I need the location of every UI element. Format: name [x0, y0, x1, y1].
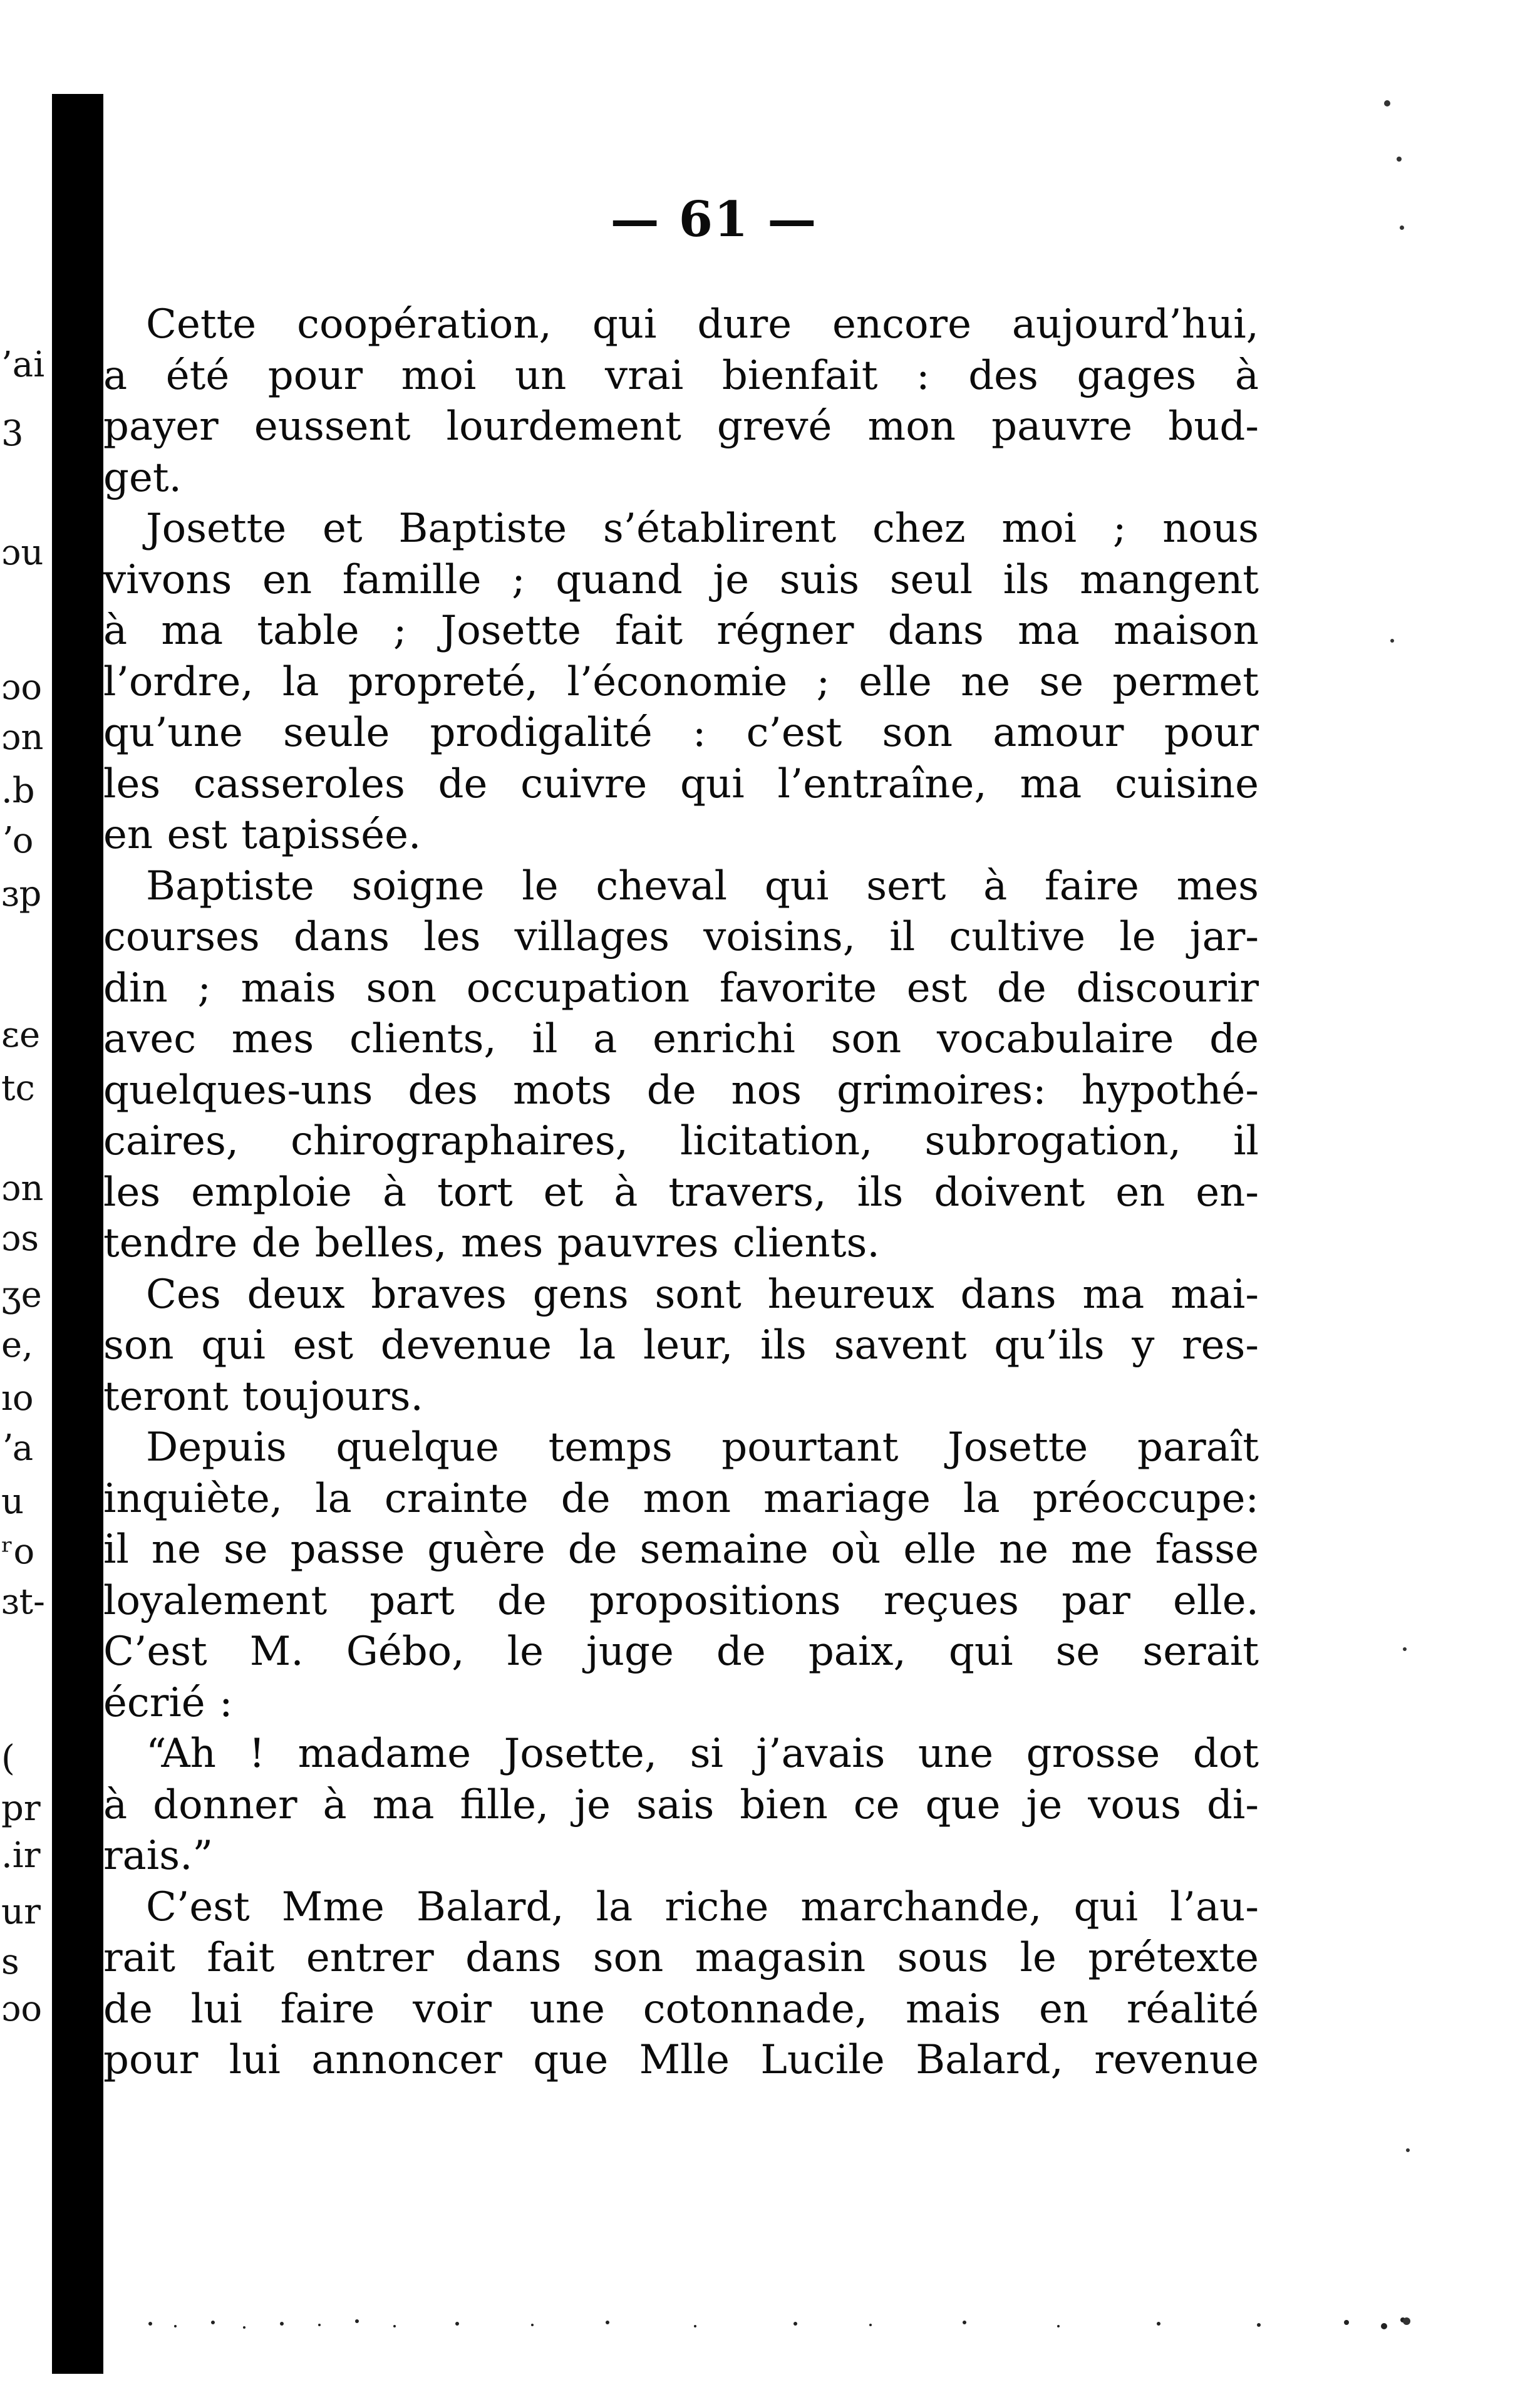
text-line: inquiète, la crainte de mon mariage la préoccupe: — [103, 1475, 1259, 1522]
scan-speck — [1403, 2317, 1410, 2325]
text-line: les casseroles de cuivre qui l’entraîne, ma cuisine — [103, 760, 1259, 807]
text-line: rait fait entrer dans son magasin sous le prétexte — [103, 1935, 1259, 1981]
text-line: vivons en famille ; quand je suis seul ils mangent — [103, 556, 1259, 603]
text-line: “Ah ! madame Josette, si j’avais une grosse dot — [146, 1731, 1259, 1777]
text-line: teront toujours. — [103, 1373, 423, 1420]
bleed-fragment: tc — [1, 1068, 35, 1109]
bleed-fragment: ʒe — [1, 1275, 42, 1315]
text-line: en est tapissée. — [103, 812, 421, 858]
bleed-fragment: ɜt- — [1, 1581, 45, 1622]
text-line: a été pour moi un vrai bienfait : des gages à — [103, 352, 1259, 399]
bleed-fragment: ɔo — [1, 1989, 43, 2029]
bleed-fragment: .ir — [1, 1835, 41, 1876]
text-line: Cette coopération, qui dure encore aujourd’hui, — [146, 301, 1259, 348]
scan-speck — [1403, 1647, 1407, 1651]
bleed-fragment: 3 — [1, 413, 24, 454]
text-line: de lui faire voir une cotonnade, mais en réalité — [103, 1985, 1259, 2032]
page-number: — 61 — — [610, 191, 818, 248]
scan-speck — [1406, 2148, 1410, 2152]
bleed-fragment: e, — [1, 1325, 33, 1365]
bleed-fragment: ʼo — [1, 820, 34, 861]
text-line: à ma table ; Josette fait régner dans ma maison — [103, 608, 1259, 654]
text-line: Depuis quelque temps pourtant Josette paraît — [146, 1424, 1259, 1471]
bleed-fragment: ɔs — [1, 1218, 39, 1259]
scan-speck — [1384, 100, 1390, 106]
bleed-fragment: ɛe — [1, 1015, 41, 1055]
scan-noise — [132, 2311, 1415, 2336]
text-line: rais.” — [103, 1833, 214, 1879]
bleed-fragment: ʼa — [1, 1428, 34, 1469]
scan-speck — [1397, 157, 1402, 162]
bleed-fragment: ɔn — [1, 1168, 44, 1209]
text-line: din ; mais son occupation favorite est de discourir — [103, 965, 1259, 1012]
bleed-fragment: ɔu — [1, 532, 44, 573]
bleed-fragment: s — [1, 1942, 19, 1982]
text-line: son qui est devenue la leur, ils savent qu’ils y res- — [103, 1322, 1259, 1369]
scan-speck — [1390, 639, 1394, 643]
text-line: get. — [103, 454, 182, 501]
bleed-fragment: .b — [1, 770, 35, 811]
text-line: quelques-uns des mots de nos grimoires: hypothé- — [103, 1067, 1259, 1114]
bleed-fragment: ɔn — [1, 717, 44, 758]
text-line: les emploie à tort et à travers, ils doivent en en- — [103, 1169, 1259, 1216]
text-line: courses dans les villages voisins, il cultive le jar- — [103, 914, 1259, 960]
bleed-fragment: ur — [1, 1892, 41, 1932]
text-line: pour lui annoncer que Mlle Lucile Balard, revenue — [103, 2037, 1259, 2083]
text-line: C’est Mme Balard, la riche marchande, qui l’au- — [146, 1883, 1259, 1930]
bleed-fragment: ( — [1, 1738, 15, 1779]
text-line: Ces deux braves gens sont heureux dans ma mai- — [146, 1271, 1259, 1318]
bleed-fragment: ıo — [1, 1378, 34, 1419]
text-line: il ne se passe guère de semaine où elle ne me fasse — [103, 1526, 1259, 1573]
body-text — [103, 299, 1259, 2086]
text-line: Josette et Baptiste s’établirent chez moi ; nous — [146, 505, 1259, 552]
text-line: écrié : — [103, 1679, 233, 1726]
text-line: caires, chirographaires, licitation, subrogation, il — [103, 1118, 1259, 1164]
text-line: qu’une seule prodigalité : c’est son amour pour — [103, 710, 1259, 756]
text-line: Baptiste soigne le cheval qui sert à faire mes — [146, 862, 1259, 909]
bleed-fragment: ’ai — [1, 344, 45, 385]
text-line: payer eussent lourdement grevé mon pauvre bud- — [103, 403, 1259, 450]
bleed-fragment: ʳo — [1, 1531, 35, 1572]
text-line: tendre de belles, mes pauvres clients. — [103, 1220, 880, 1266]
bleed-fragment: pr — [1, 1788, 41, 1829]
text-line: l’ordre, la propreté, l’économie ; elle ne se permet — [103, 658, 1259, 705]
text-line: loyalement part de propositions reçues par elle. — [103, 1577, 1259, 1624]
binding-shadow — [52, 94, 103, 2374]
text-line: à donner à ma fille, je sais bien ce que je vous di- — [103, 1781, 1259, 1828]
text-line: C’est M. Gébo, le juge de paix, qui se serait — [103, 1628, 1259, 1675]
bleed-fragment: u — [1, 1481, 24, 1522]
bleed-fragment: ɔo — [1, 667, 43, 708]
text-line: avec mes clients, il a enrichi son vocabulaire de — [103, 1016, 1259, 1062]
bleed-fragment: ɜp — [1, 874, 42, 914]
scan-speck — [1400, 225, 1404, 230]
